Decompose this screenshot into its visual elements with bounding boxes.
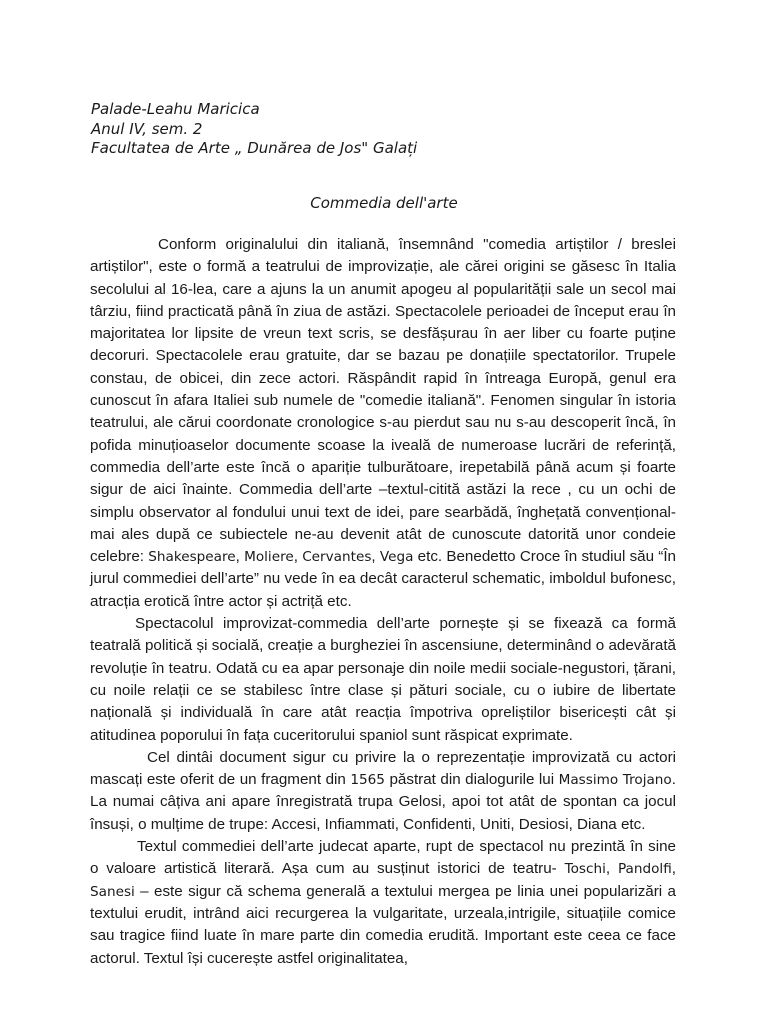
- paragraph-3-text: Cel dintâi document sigur cu privire la o reprezentație improvizată cu actori mascați este oferit de un fragment din: [90, 748, 676, 789]
- paragraph-2: Spectacolul improvizat-commedia dell’arte pornește și se fixează ca formă teatrală politică și socială, creație a burgheziei în ascensiune, determinând o adevărată revoluție în teatru. Odată cu ea apar personaje din noile medii sociale-negustori, țărani, cu noile relații ce se stabilesc între clase și pături sociale, cu o iubire de libertate națională și individuală în care atât reacția împotriva opreliștilor bisericești cât și atitudinea poporului în fața cuceritorului spaniol sunt răspicat exprimate.: [90, 615, 676, 744]
- name-toschi: Toschi: [564, 861, 606, 878]
- separator: ,: [671, 860, 676, 878]
- paragraph-3-text-end: . La numai câțiva ani apare înregistrată trupa Gelosi, apoi tot atât de spontan ca jocul însuși, o mulțime de trupe: Accesi, Infiammati, Confidenti, Uniti, Desiosi, Diana etc.: [90, 771, 676, 833]
- paragraph-1-text: Conform originalului din italiană, însemnând "comedia artiștilor / breslei artiștilor", este o formă a teatrului de improvizație, ale cărei origini se găsesc în Italia secolului al 16-lea, care a ajuns la un anumit apogeu al popularității sale un secol mai târziu, fiind practicată până în ziua de astăzi. Spectacolele perioadei de început erau în majoritatea lor lipsite de vreun text scris, se desfășurau în aer liber cu foarte puține decoruri. Spectacolele erau gratuite, dar se bazau pe donațiile spectatorilor. Trupele constau, de obicei, din zece actori. Răspândit rapid în întreaga Europă, genul era cunoscut în afara Italiei sub numele de "comedie italiană". Fenomen singular în istoria teatrului, ale cărui coordonate cronologice s-au pierdut sau nu s-au descoperit încă, în pofida minuțioaselor documente scoase la iveală de numeroase lucrări de referință, commedia dell’arte este încă o apariție tulburătoare, irepetabilă până acum și foarte sigur de aici înainte. Commedia dell’arte –textul-citită astăzi la rece , cu un ochi de simplu observator al fondului unui text de idei, pare searbădă, înghețată convențional- mai ales după ce subiectele ne-au devenit atât de cunoscute datorită unor condeie celebre:: [90, 236, 676, 566]
- name-vega: Vega: [379, 549, 414, 566]
- paragraph-3: [90, 747, 676, 836]
- document-title: Commedia dell'arte: [310, 194, 458, 212]
- separator: ,: [293, 548, 303, 566]
- name-moliere: Moliere: [244, 549, 294, 566]
- name-massimo-trojano: Massimo Trojano: [558, 772, 672, 789]
- year-1565: 1565: [350, 772, 385, 789]
- paragraph-1-text-end: etc. Benedetto Croce în studiul său “În jurul commediei dell’arte” nu vede în ea decât caracterul schematic, imboldul bufonesc, atracția erotică între actor și actriță etc.: [90, 548, 676, 610]
- paragraph-4-text-end: – este sigur că schema generală a textului mergea pe linia unei popularizări a textului erudit, intrând aici recurgerea la vulgaritate, urzeala,intrigile, situațiile comice sau tragice fiind luate în mare parte din comedia erudită. Important este ceea ce face actorul. Textul își cucerește astfel originalitatea,: [90, 882, 676, 967]
- paragraph-1: [90, 234, 676, 613]
- separator: ,: [605, 860, 618, 878]
- document-body: [90, 234, 676, 970]
- name-sanesi: Sanesi: [90, 883, 135, 900]
- name-shakespeare: Shakespeare: [148, 549, 236, 566]
- paragraph-3-text-mid: păstrat din dialogurile lui: [384, 771, 559, 789]
- separator: ,: [371, 548, 380, 566]
- paragraph-4: [90, 836, 676, 970]
- paragraph-4-text: Textul commediei dell’arte judecat aparte, rupt de spectacol nu prezintă în sine o valoare artistică literară. Așa cum au susținut istorici de teatru-: [90, 838, 676, 878]
- document-header: [91, 100, 691, 159]
- name-cervantes: Cervantes: [302, 549, 372, 566]
- author-name: Palade-Leahu Maricica: [91, 100, 260, 118]
- separator: ,: [235, 548, 245, 566]
- name-pandolfi: Pandolfi: [617, 861, 672, 878]
- course-year: Anul IV, sem. 2: [91, 119, 203, 138]
- faculty-name: Facultatea de Arte „ Dunărea de Jos" Galați: [91, 139, 418, 157]
